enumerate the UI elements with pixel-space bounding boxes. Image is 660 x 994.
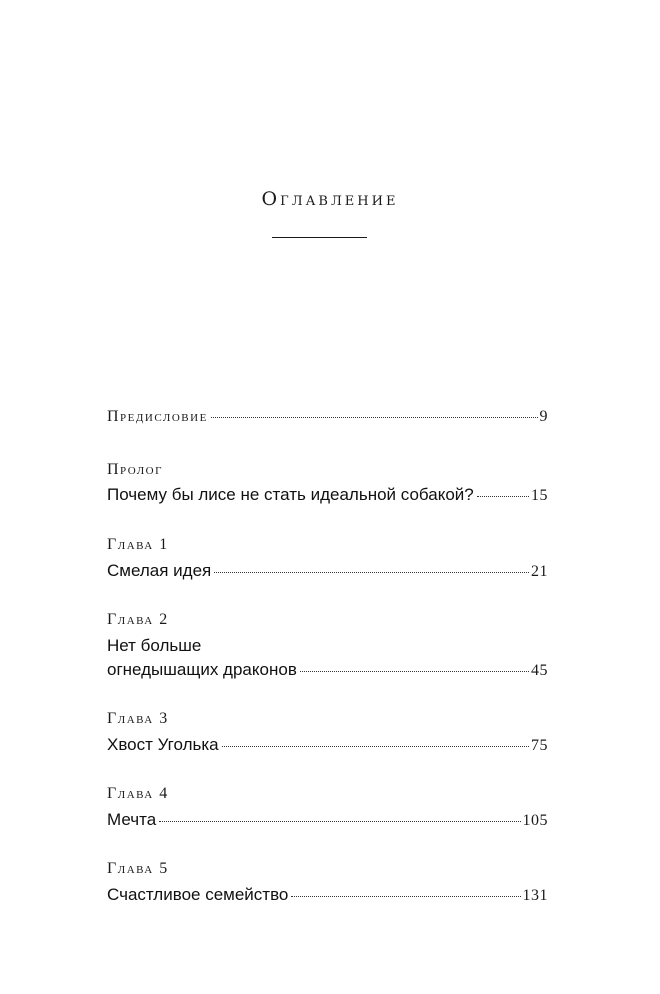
dot-leader [291,896,520,897]
chapter-label: Глава 1 [107,536,169,553]
toc-page-number: 9 [539,408,548,425]
dot-leader [477,496,529,497]
chapter-label: Пролог [107,461,163,478]
page-title: Оглавление [261,188,399,210]
toc-entry-chapter-5[interactable] [107,858,548,908]
toc-entry-title: Предисловие [107,408,208,425]
chapter-label: Глава 2 [107,611,169,628]
title-divider [272,237,367,238]
chapter-label: Глава 5 [107,860,169,877]
dot-leader [222,746,529,747]
toc-entry-title: Счастливое семейство [107,885,289,904]
toc-page-number: 105 [522,812,548,829]
chapter-label: Глава 4 [107,785,169,802]
toc-entry-chapter-1[interactable] [107,534,548,584]
toc-page-number: 45 [531,662,548,679]
toc-entry-title-line-1: Нет больше [107,636,202,655]
toc-line [107,559,548,584]
toc-entry-chapter-3[interactable] [107,708,548,758]
toc-entry-title: Мечта [107,810,157,829]
toc-line [107,483,548,508]
chapter-label: Глава 3 [107,710,169,727]
toc-entry-title: Почему бы лисе не стать идеальной собакой? [107,485,474,504]
dot-leader [211,417,538,418]
toc-line [107,658,548,683]
toc-line [107,733,548,758]
toc-page-number: 15 [531,487,548,504]
toc-entry-title-line-2: огнедышащих драконов [107,660,297,679]
toc-entry-prologue[interactable] [107,459,548,508]
dot-leader [300,671,529,672]
dot-leader [159,821,520,822]
toc-entry-title: Хвост Уголька [107,735,219,754]
toc-entry-title: Смелая идея [107,561,212,580]
toc-page-number: 21 [531,563,548,580]
toc-entry-preface[interactable] [107,405,548,429]
toc-line [107,808,548,833]
toc-entry-chapter-2[interactable] [107,609,548,683]
dot-leader [214,572,529,573]
toc-page-number: 75 [531,737,548,754]
toc-line [107,405,548,429]
toc-line [107,883,548,908]
toc-entry-chapter-4[interactable] [107,783,548,833]
toc-page-number: 131 [522,887,548,904]
